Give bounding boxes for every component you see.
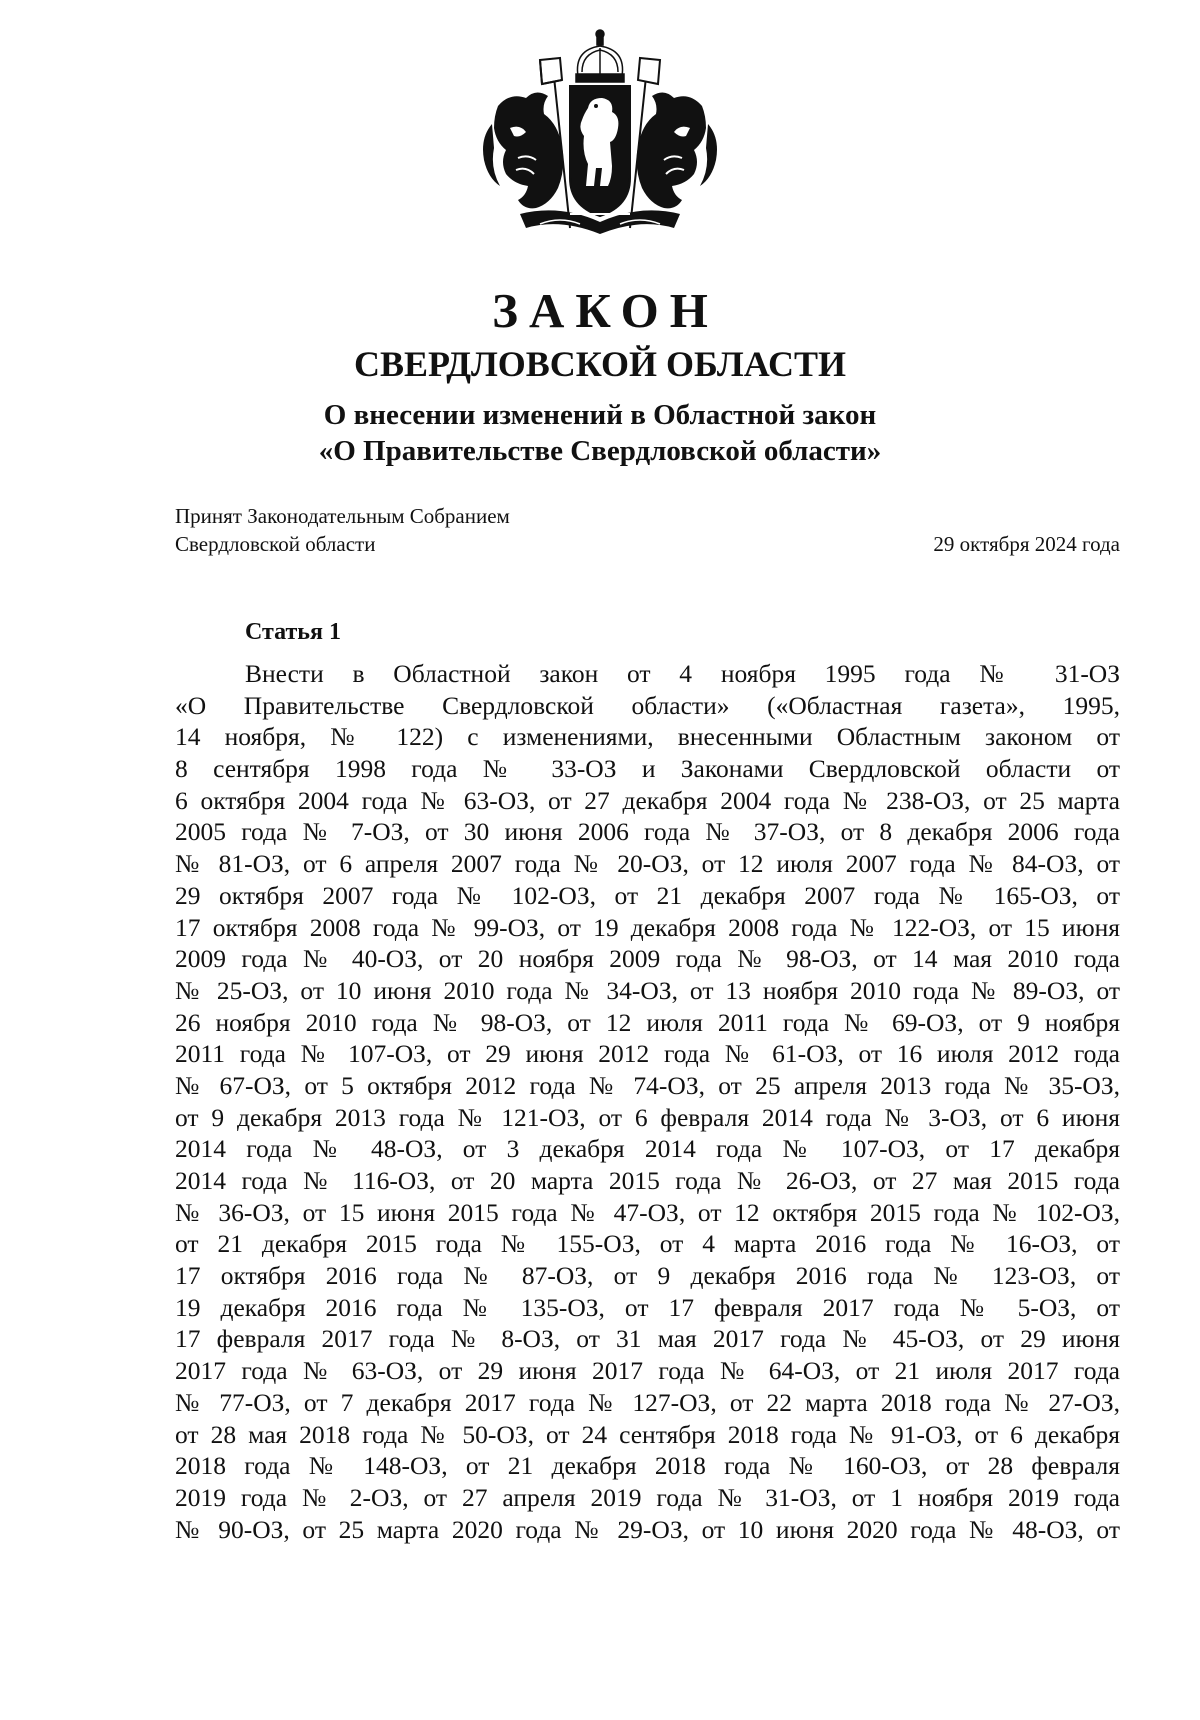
article-text-line: Внести в Областной закон от 4 ноября 1995 года № 31-ОЗ [245, 659, 1120, 688]
article-text-line: 2018 года № 148-ОЗ, от 21 декабря 2018 года № 160-ОЗ, от 28 февраля [175, 1451, 1120, 1481]
article-text-line: от 9 декабря 2013 года № 121-ОЗ, от 6 февраля 2014 года № 3-ОЗ, от 6 июня [175, 1102, 1120, 1132]
article-text-line: 2019 года № 2-ОЗ, от 27 апреля 2019 года № 31-ОЗ, от 1 ноября 2019 года [175, 1482, 1120, 1512]
coat-of-arms-emblem [470, 28, 730, 243]
adoption-date: 29 октября 2024 года [933, 532, 1120, 556]
article-body [175, 658, 1120, 1545]
document-title [0, 397, 1200, 469]
article-text-line: «О Правительстве Свердловской области» («Областная газета», 1995, [175, 690, 1120, 720]
article-text-line: от 21 декабря 2015 года № 155-ОЗ, от 4 марта 2016 года № 16-ОЗ, от [175, 1229, 1120, 1259]
article-text-line: № 36-ОЗ, от 15 июня 2015 года № 47-ОЗ, от 12 октября 2015 года № 102-ОЗ, [175, 1197, 1120, 1227]
adopted-by-line: Принят Законодательным Собранием [175, 504, 510, 528]
article-text-line: 2009 года № 40-ОЗ, от 20 ноября 2009 года № 98-ОЗ, от 14 мая 2010 года [175, 944, 1120, 974]
article-text-line: 14 ноября, № 122) с изменениями, внесенными Областным законом от [175, 722, 1120, 752]
article-text-line: № 67-ОЗ, от 5 октября 2012 года № 74-ОЗ, от 25 апреля 2013 года № 35-ОЗ, [175, 1070, 1120, 1100]
article-text-line: 2017 года № 63-ОЗ, от 29 июня 2017 года № 64-ОЗ, от 21 июля 2017 года [175, 1356, 1120, 1386]
article-text-line: 2011 года № 107-ОЗ, от 29 июня 2012 года № 61-ОЗ, от 16 июля 2012 года [175, 1039, 1120, 1069]
article-text-line: 2014 года № 116-ОЗ, от 20 марта 2015 года № 26-ОЗ, от 27 мая 2015 года [175, 1166, 1120, 1195]
article-text-line: 6 октября 2004 года № 63-ОЗ, от 27 декабря 2004 года № 238-ОЗ, от 25 марта [175, 785, 1120, 815]
article-text-line: 26 ноября 2010 года № 98-ОЗ, от 12 июля 2011 года № 69-ОЗ, от 9 ноября [175, 1007, 1120, 1037]
article-text-line: 8 сентября 1998 года № 33-ОЗ и Законами Свердловской области от [175, 754, 1120, 784]
article-text-line: 17 октября 2016 года № 87-ОЗ, от 9 декабря 2016 года № 123-ОЗ, от [175, 1261, 1120, 1291]
law-heading: ЗАКОН [492, 283, 719, 338]
article-text-line: от 28 мая 2018 года № 50-ОЗ, от 24 сентября 2018 года № 91-ОЗ, от 6 декабря [175, 1419, 1120, 1449]
article-text-line: 2014 года № 48-ОЗ, от 3 декабря 2014 года № 107-ОЗ, от 17 декабря [175, 1134, 1120, 1164]
article-text-line: № 90-ОЗ, от 25 марта 2020 года № 29-ОЗ, от 10 июня 2020 года № 48-ОЗ, от [175, 1514, 1120, 1544]
adopted-by-line: Свердловской области [175, 532, 376, 556]
adopted-by-block [175, 502, 510, 558]
document-title-line: О внесении изменений в Областной закон [323, 399, 877, 431]
article-text-line: № 25-ОЗ, от 10 июня 2010 года № 34-ОЗ, от 13 ноября 2010 года № 89-ОЗ, от [175, 975, 1120, 1005]
article-text-line: № 77-ОЗ, от 7 декабря 2017 года № 127-ОЗ, от 22 марта 2018 года № 27-ОЗ, [175, 1387, 1120, 1417]
article-text-line: 2005 года № 7-ОЗ, от 30 июня 2006 года № 37-ОЗ, от 8 декабря 2006 года [175, 817, 1120, 847]
article-heading: Статья 1 [245, 619, 341, 645]
article-text-line: 17 октября 2008 года № 99-ОЗ, от 19 декабря 2008 года № 122-ОЗ, от 15 июня [175, 912, 1120, 942]
region-heading: СВЕРДЛОВСКОЙ ОБЛАСТИ [354, 344, 846, 384]
article-text-line: № 81-ОЗ, от 6 апреля 2007 года № 20-ОЗ, от 12 июля 2007 года № 84-ОЗ, от [175, 849, 1120, 879]
article-text-line: 29 октября 2007 года № 102-ОЗ, от 21 декабря 2007 года № 165-ОЗ, от [175, 880, 1120, 910]
article-text-line: 19 декабря 2016 года № 135-ОЗ, от 17 февраля 2017 года № 5-ОЗ, от [175, 1292, 1120, 1322]
article-text-line: 17 февраля 2017 года № 8-ОЗ, от 31 мая 2017 года № 45-ОЗ, от 29 июня [175, 1324, 1120, 1354]
document-title-line: «О Правительстве Свердловской области» [318, 435, 882, 467]
